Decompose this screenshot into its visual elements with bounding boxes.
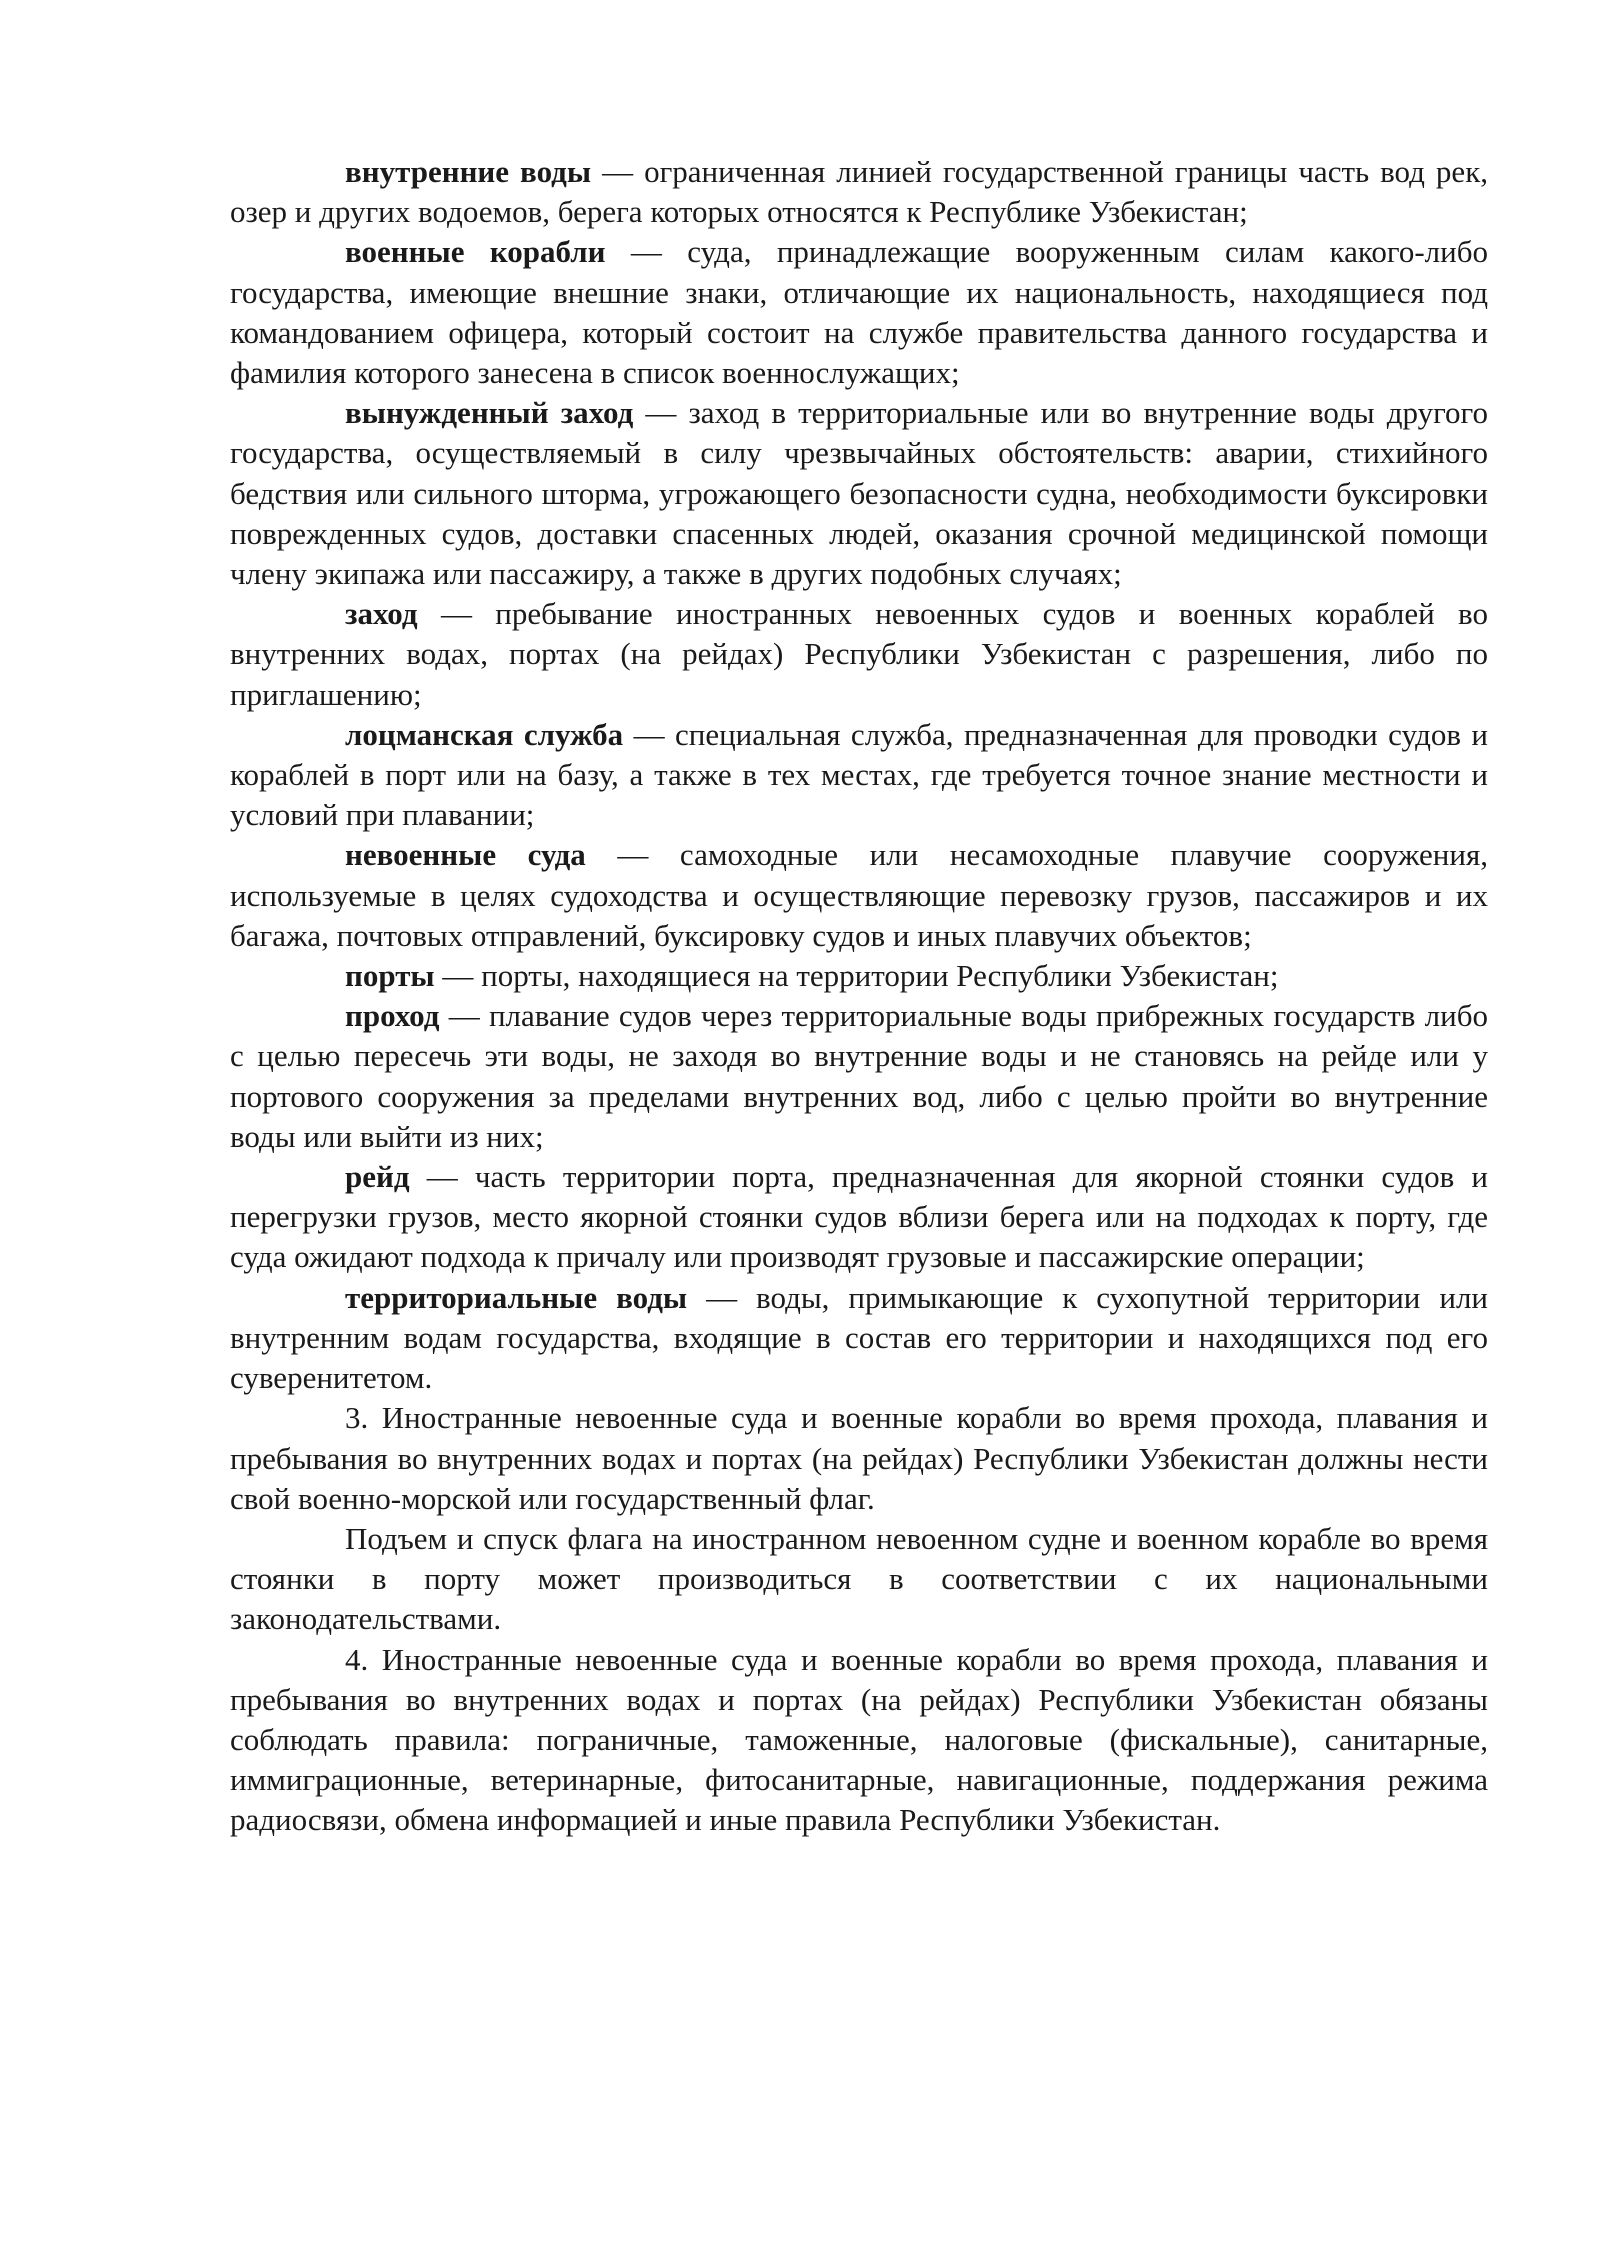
definition-ports [230,956,1488,996]
definition-text: — ограниченная линией государственной границы часть вод рек, озер и других водоемов, берега которых относятся к Республике Узбекистан; [230,154,1489,230]
definition-non-military-vessels [230,835,1488,956]
definition-term: заход [345,596,418,632]
definition-call [230,594,1488,715]
definition-term: территориальные воды [345,1279,688,1315]
definition-text: — самоходные или несамоходные плавучие сооружения, используемые в целях судоходства и осуществляющие перевозку грузов, пассажиров и их багажа, почтовых отправлений, буксировку судов и иных плавучих объектов; [230,837,1488,953]
definition-text: — пребывание иностранных невоенных судов и военных кораблей во внутренних водах, портах (на рейдах) Республики Узбекистан с разрешения, либо по приглашению; [230,596,1488,712]
definition-term: невоенные суда [345,837,586,873]
paragraph-4: 4. Иностранные невоенные суда и военные корабли во время прохода, плавания и пребывания во внутренних водах и портах (на рейдах) Республики Узбекистан обязаны соблюдать правила: пограничные, таможенные, налоговые (фискальные), санитарные, иммиграционные, ветеринарные, фитосанитарные, навигационные, поддержания режима радиосвязи, обмена информацией и иные правила Республики Узбекистан. [230,1641,1488,1838]
definition-text: — воды, примыкающие к сухопутной территории или внутренним водам государства, входящие в состав его территории и находящихся под его суверенитетом. [230,1279,1489,1396]
definition-term: порты [345,958,435,994]
definition-text: — заход в территориальные или во внутренние воды другого государства, осуществляемый в силу чрезвычайных обстоятельств: аварии, стихийного бедствия или сильного шторма, угрожающего безопасности судна, необходимости буксировки поврежденных судов, доставки спасенных людей, оказания срочной медицинской помощи члену экипажа или пассажиру, а также в других подобных случаях; [230,395,1489,592]
definition-roadstead [230,1157,1488,1278]
definition-term: военные корабли [345,234,606,270]
definition-pilot-service [230,715,1488,836]
definition-text: — специальная служба, предназначенная для проводки судов и кораблей в порт или на базу, а также в тех местах, где требуется точное знание местности и условий при плавании; [230,716,1488,833]
definition-text: — порты, находящиеся на территории Республики Узбекистан; [434,958,1279,994]
document-page [230,152,1488,1841]
definition-warships [230,232,1488,393]
definition-internal-waters [230,152,1488,232]
definition-text: — суда, принадлежащие вооруженным силам какого-либо государства, имеющие внешние знаки, отличающие их национальность, находящиеся под командованием офицера, который состоит на службе правительства данного государства и фамилия которого занесена в список военнослужащих; [230,234,1488,391]
definition-forced-call [230,393,1488,594]
definition-term: проход [345,998,440,1034]
definition-term: рейд [345,1159,410,1195]
definition-term: вынужденный заход [345,395,634,431]
definition-passage [230,996,1488,1157]
definition-term: внутренние воды [345,154,592,189]
paragraph-3: 3. Иностранные невоенные суда и военные корабли во время прохода, плавания и пребывания во внутренних водах и портах (на рейдах) Республики Узбекистан должны нести свой военно-морской или государственный флаг. [230,1400,1488,1516]
paragraph-flag-raising: Подъем и спуск флага на иностранном невоенном судне и военном корабле во время стоянки в порту может производиться в соответствии с их национальными законодательствами. [230,1520,1488,1637]
definition-text: — плавание судов через территориальные воды прибрежных государств либо с целью пересечь эти воды, не заходя во внутренние воды и не становясь на рейде или у портового сооружения за пределами внутренних вод, либо с целью пройти во внутренние воды или выйти из них; [230,998,1488,1154]
definition-text: — часть территории порта, предназначенная для якорной стоянки судов и перегрузки грузов, место якорной стоянки судов вблизи берега или на подходах к порту, где суда ожидают подхода к причалу или производят грузовые и пассажирские операции; [230,1159,1488,1275]
definition-territorial-waters [230,1278,1488,1399]
definition-term: лоцманская служба [345,716,624,752]
